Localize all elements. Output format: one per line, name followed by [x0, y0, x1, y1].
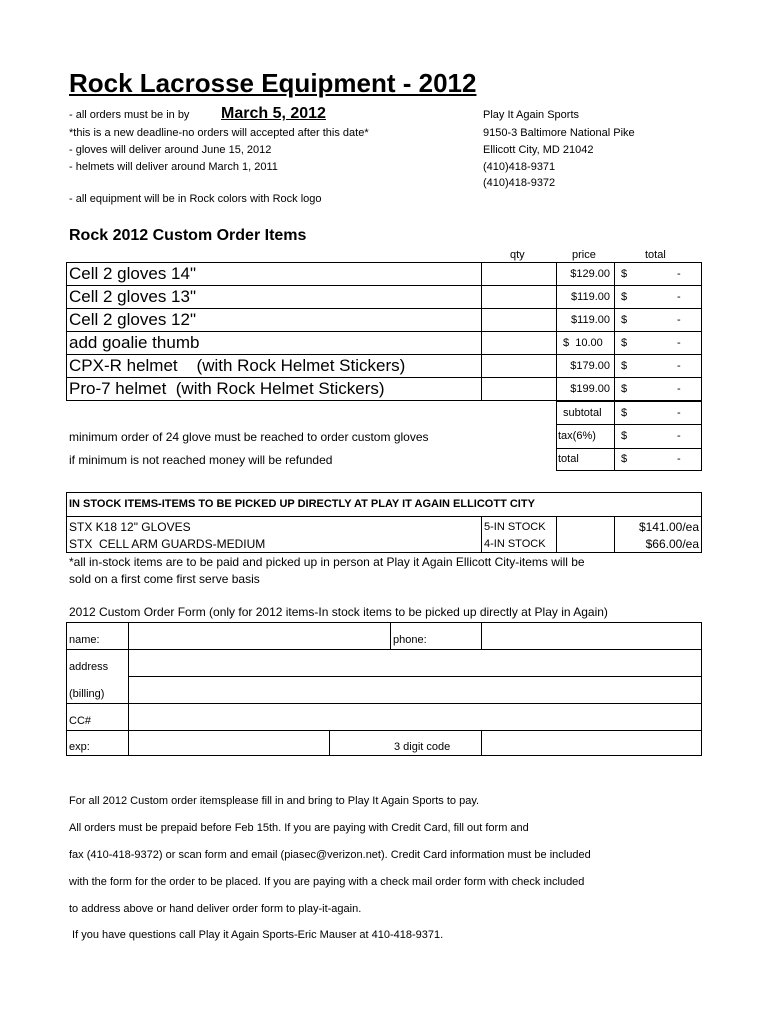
store-address-1: 9150-3 Baltimore National Pike	[483, 127, 635, 139]
footer-contact-line: If you have questions call Play it Again Sports-Eric Mauser at 410-418-9371.	[69, 929, 444, 941]
item-price: $ 10.00	[563, 337, 603, 349]
instock-header: IN STOCK ITEMS-ITEMS TO BE PICKED UP DIRECTLY AT PLAY IT AGAIN ELLICOTT CITY	[69, 498, 535, 510]
instock-note-2: sold on a first come first serve basis	[69, 572, 260, 586]
new-deadline-note: *this is a new deadline-no orders will accepted after this date*	[69, 127, 369, 139]
item-name: Pro-7 helmet (with Rock Helmet Stickers)	[69, 379, 385, 398]
refund-note: if minimum is not reached money will be refunded	[69, 453, 333, 467]
gloves-delivery-note: - gloves will deliver around June 15, 2012	[69, 144, 272, 156]
col-total: total	[645, 249, 666, 261]
min-order-note: minimum order of 24 glove must be reached to order custom gloves	[69, 430, 429, 444]
col-price: price	[572, 249, 596, 261]
form-title: 2012 Custom Order Form (only for 2012 items-In stock items to be picked up directly at Play in Again)	[69, 605, 608, 619]
item-currency: $	[621, 268, 628, 280]
helmets-delivery-note: - helmets will deliver around March 1, 2011	[69, 161, 278, 173]
item-currency: $	[621, 383, 628, 395]
item-name: Cell 2 gloves 14"	[69, 264, 196, 283]
instock-item-stock: 5-IN STOCK	[484, 521, 546, 533]
item-total: -	[677, 383, 681, 395]
item-currency: $	[621, 291, 628, 303]
item-total: -	[677, 268, 681, 280]
instock-item-name: STX CELL ARM GUARDS-MEDIUM	[69, 537, 266, 551]
tax-currency: $	[621, 430, 628, 442]
tax-value: -	[677, 430, 681, 442]
order-deadline-note: - all orders must be in by	[69, 109, 190, 121]
exp-label: exp:	[69, 741, 90, 753]
name-field[interactable]	[129, 623, 389, 649]
store-name: Play It Again Sports	[483, 109, 579, 121]
item-name: Cell 2 gloves 13"	[69, 287, 196, 306]
exp-field[interactable]	[129, 731, 328, 756]
total-value: -	[677, 453, 681, 465]
code-label: 3 digit code	[394, 741, 451, 753]
subtotal-currency: $	[621, 407, 628, 419]
phone-label: phone:	[393, 634, 427, 646]
item-total: -	[677, 291, 681, 303]
item-price: $199.00	[570, 383, 610, 395]
instock-item-name: STX K18 12" GLOVES	[69, 520, 191, 534]
item-price: $179.00	[570, 360, 610, 372]
item-currency: $	[621, 337, 628, 349]
subtotal-value: -	[677, 407, 681, 419]
billing-label: (billing)	[69, 688, 105, 700]
instock-item-stock: 4-IN STOCK	[484, 538, 546, 550]
item-total: -	[677, 360, 681, 372]
footer-line: with the form for the order to be placed. If you are paying with a check mail order form with check included	[69, 876, 585, 888]
custom-section-title: Rock 2012 Custom Order Items	[69, 227, 307, 244]
store-phone-1: (410)418-9371	[483, 161, 556, 173]
item-total: -	[677, 314, 681, 326]
footer-line: fax (410-418-9372) or scan form and email (piasec@verizon.net). Credit Card information must be included	[69, 849, 591, 861]
address-field-2[interactable]	[129, 677, 701, 703]
total-currency: $	[621, 453, 628, 465]
item-total: -	[677, 337, 681, 349]
footer-line: For all 2012 Custom order itemsplease fill in and bring to Play It Again Sports to pay.	[69, 795, 480, 807]
subtotal-label: subtotal	[563, 407, 602, 419]
total-label: total	[558, 453, 579, 465]
store-address-2: Ellicott City, MD 21042	[483, 144, 594, 156]
name-label: name:	[69, 634, 100, 646]
col-qty: qty	[510, 249, 525, 261]
cc-field[interactable]	[129, 704, 701, 730]
deadline-date: March 5, 2012	[221, 105, 326, 122]
item-currency: $	[621, 360, 628, 372]
code-field[interactable]	[482, 731, 701, 756]
item-name: CPX-R helmet (with Rock Helmet Stickers)	[69, 356, 406, 375]
item-currency: $	[621, 314, 628, 326]
cc-label: CC#	[69, 715, 92, 727]
footer-line: All orders must be prepaid before Feb 15th. If you are paying with Credit Card, fill out form and	[69, 822, 529, 834]
instock-note-1: *all in-stock items are to be paid and picked up in person at Play it Again Ellicott City-items will be	[69, 555, 585, 569]
item-price: $119.00	[571, 314, 610, 326]
instock-item-price: $66.00/ea	[645, 537, 699, 551]
item-name: Cell 2 gloves 12"	[69, 310, 196, 329]
page-title: Rock Lacrosse Equipment - 2012	[69, 68, 477, 98]
item-name: add goalie thumb	[69, 333, 200, 352]
colors-note: - all equipment will be in Rock colors with Rock logo	[69, 193, 322, 205]
instock-item-price: $141.00/ea	[638, 520, 699, 534]
item-price: $119.00	[571, 291, 610, 303]
item-price: $129.00	[570, 268, 610, 280]
footer-line: to address above or hand deliver order form to play-it-again.	[69, 903, 362, 915]
store-phone-2: (410)418-9372	[483, 177, 556, 189]
phone-field[interactable]	[482, 623, 701, 649]
address-field-1[interactable]	[129, 650, 701, 676]
address-label: address	[69, 661, 109, 673]
tax-label: tax(6%)	[558, 430, 596, 442]
